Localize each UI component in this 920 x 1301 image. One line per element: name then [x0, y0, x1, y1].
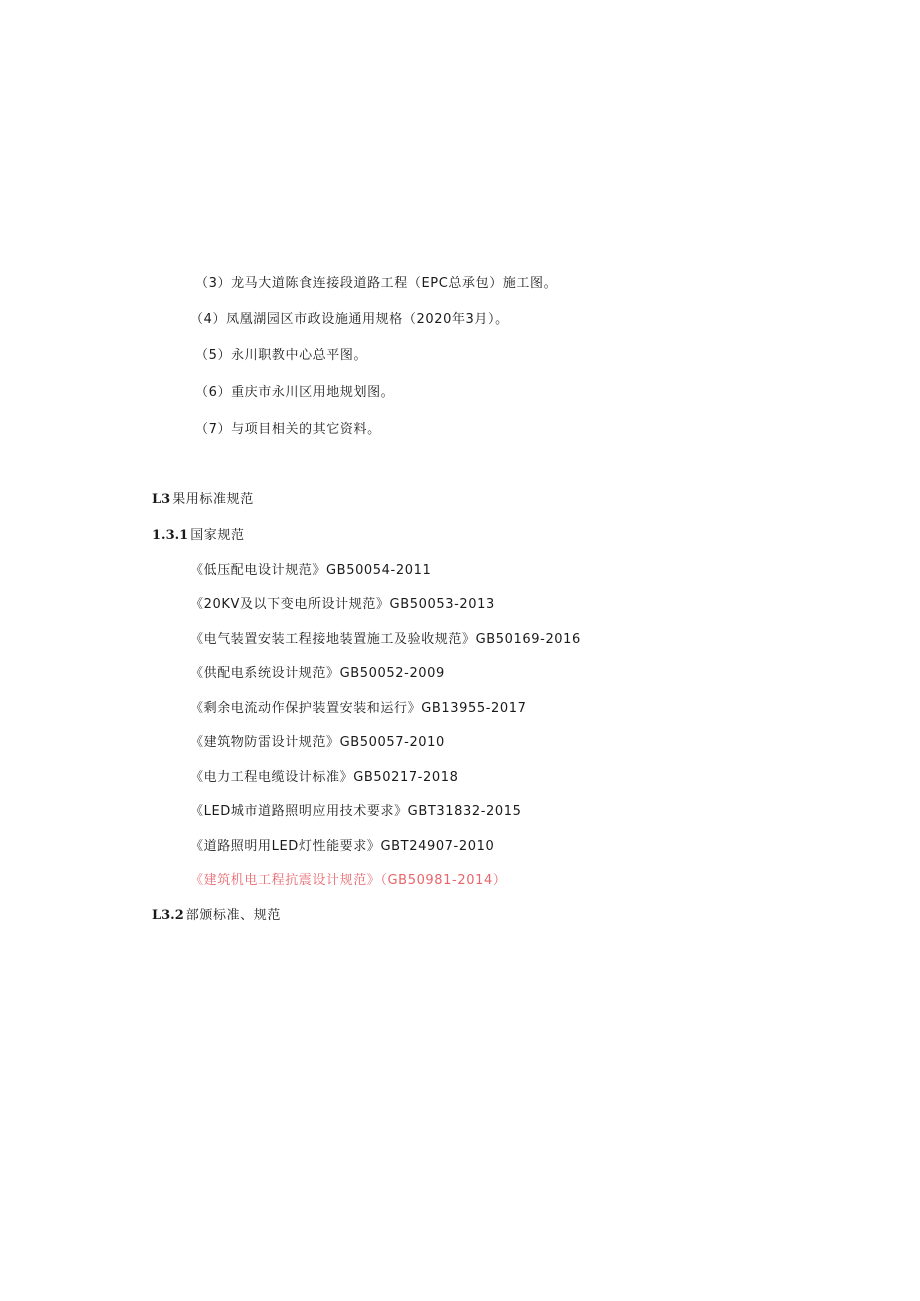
standard-item: 《剩余电流动作保护装置安装和运行》GB13955-2017	[190, 701, 527, 716]
reference-item-6: （6）重庆市永川区用地规划图。	[195, 385, 395, 400]
section-title: 国家规范	[190, 528, 245, 543]
section-title: 果用标准规范	[172, 492, 254, 507]
reference-item-7: （7）与项目相关的其它资料。	[195, 422, 381, 437]
section-number: L3.2	[152, 908, 184, 923]
section-heading-1-3-1	[152, 527, 245, 545]
standard-item: 《道路照明用LED灯性能要求》GBT24907-2010	[190, 839, 495, 854]
section-heading-1-3-2	[152, 907, 281, 925]
reference-item-3: （3）龙马大道陈食连接段道路工程（EPC总承包）施工图。	[195, 276, 558, 291]
standard-item: 《电气装置安装工程接地装置施工及验收规范》GB50169-2016	[190, 632, 581, 647]
standard-item-highlighted: 《建筑机电工程抗震设计规范》（GB50981-2014）	[190, 873, 507, 888]
standard-item: 《20KV及以下变电所设计规范》GB50053-2013	[190, 597, 495, 612]
reference-item-5: （5）永川职教中心总平图。	[195, 348, 368, 363]
standard-item: 《建筑物防雷设计规范》GB50057-2010	[190, 735, 445, 750]
standard-item: 《电力工程电缆设计标准》GB50217-2018	[190, 770, 459, 785]
section-heading-1-3	[152, 491, 254, 509]
standard-item: 《低压配电设计规范》GB50054-2011	[190, 563, 432, 578]
section-title: 部颁标准、规范	[185, 908, 281, 923]
standard-item: 《供配电系统设计规范》GB50052-2009	[190, 666, 445, 681]
section-number: 1.3.1	[152, 528, 189, 543]
standard-item: 《LED城市道路照明应用技术要求》GBT31832-2015	[190, 804, 522, 819]
section-number: L3	[152, 492, 171, 507]
reference-item-4: （4）凤凰湖园区市政设施通用规格（2020年3月）。	[190, 312, 509, 327]
